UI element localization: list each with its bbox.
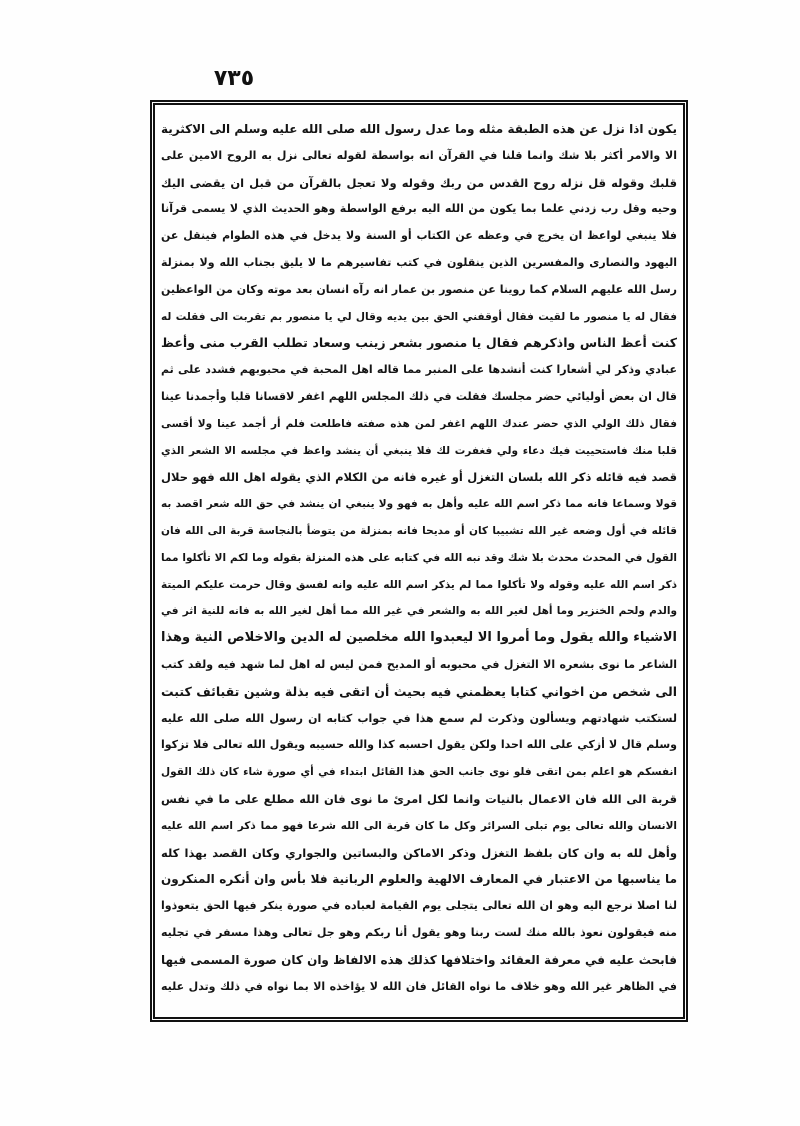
text-line: قلبك وقوله قل نزله روح القدس من ربك وقوله ولا تعجل بالقرآن من قبل ان يقضى اليك: [161, 175, 677, 190]
text-line: الاشياء والله يقول وما أمروا الا ليعبدوا الله مخلصين له الدين والاخلاص النية وهذا: [161, 630, 677, 646]
text-line: الى شخص من اخواني كتابا يعظمني فيه بحيث أن اتقى فيه بذلة وشين تقبائف كتبت: [161, 683, 677, 699]
text-line: اليهود والنصارى والمفسرين الذين ينقلون في كتب تفاسيرهم ما لا يليق بجناب الله ولا بمنزلة: [161, 255, 677, 269]
text-line: يكون اذا نزل عن هذه الطبقة مثله وما عدل رسول الله صلى الله عليه وسلم الى الاكثرية: [161, 122, 677, 136]
text-line: ذكر اسم الله عليه وقوله ولا تأكلوا مما لم يذكر اسم الله عليه وانه لفسق وقال حرمت عليكم الميتة: [161, 578, 677, 591]
text-line: فقال له يا منصور ما لقيت فقال أوقفني الحق بين يديه وقال لي يا منصور بم تقربت الى فقلت له: [161, 310, 677, 323]
page-number: ٧٣٥: [213, 66, 255, 91]
text-line: وأهل لله به وان كان بلفظ التغزل وذكر الاماكن والبساتين والجواري وكان القصد بهذا كله: [161, 845, 677, 860]
text-line: فلا ينبغي لواعظ ان يخرج في وعظه عن الكتاب أو السنة ولا يدخل في هذه الطوام فينقل عن: [161, 229, 677, 243]
text-line: قال ان بعض أوليائي حضر مجلسك فقلت في ذلك المجلس اللهم اغفر لاقسانا قلبا وأجمدنا عينا: [161, 389, 677, 403]
text-line: الا والامر أكثر بلا شك وانما قلنا في القرآن انه بواسطة لقوله تعالى نزل به الروح الامين على: [161, 148, 677, 162]
text-line: وحيه وقل رب زدني علما بما يكون من الله اليه برفع الواسطة وهو الحديث الذي لا يسمى قرآنا: [161, 202, 677, 216]
text-line: قربة الى الله فان الاعمال بالنيات وانما لكل امرئ ما نوى فان الله مطلع على ما في نفس: [161, 791, 677, 806]
text-line: قلبا منك فاستحييت فيك دعاء ولي فغفرت لك فلا ينبغي أن ينشد واعظ في مجلسه الا الشعر الذي: [161, 444, 677, 457]
text-line: ما يناسبها من الاعتبار في المعارف الالهية والعلوم الربانية فلا بأس وان أنكره المنكرون: [161, 872, 677, 887]
text-line: وسلم قال لا أزكي على الله احدا ولكن يقول احسبه كذا والله حسيبه ويقول الله تعالى فلا تزكوا: [161, 738, 677, 752]
text-line: قولا وسماعا فانه مما ذكر اسم الله عليه وأهل به فهو ولا ينبغي ان ينشد في حق الله شعر اقصد به: [161, 498, 677, 511]
text-line: والدم ولحم الخنزير وما أهل لغير الله به والشعر في غير الله مما أهل لغير الله به فانه للنية اثر في: [161, 605, 677, 618]
text-line: القول في المحدث محدث بلا شك وقد نبه الله في كتابه على هذه المنزلة بقوله وما لكم الا تأكلوا مما: [161, 551, 677, 564]
text-line: منه فيقولون نعوذ بالله منك لست ربنا وهو يقول أنا ربكم وهو جل تعالى وهذا مسفر في تجليه: [161, 925, 677, 939]
text-line: كنت أعظ الناس واذكرهم فقال يا منصور بشعر زينب وسعاد تطلب القرب منى وأعظ: [161, 335, 677, 351]
text-line: فقال ذلك الولي الذي حضر عندك اللهم اغفر لمن هذه صفته فاطلعت فلم أر أجمد عينا ولا أقسى: [161, 417, 677, 430]
text-line: الشاعر ما نوى بشعره الا التغزل في محبوبه أو المديح فمن ليس له اهل لما شهد فيه ولقد كتب: [161, 657, 677, 671]
text-line: قائله في أول وضعه غير الله تشبيبا كان أو مديحا فانه بمنزلة من يتوضأ بالنجاسة قربة الى الله فان: [161, 524, 677, 537]
text-line: الانسان والله تعالى يوم تبلى السرائر وكل ما كان قربة الى الله شرعا فهو مما ذكر اسم الله عليه: [161, 819, 677, 832]
text-line: لنا اصلا نرجع اليه وهو ان الله تعالى يتجلى يوم القيامة لعباده في صورة ينكر فيها الحق يتعوذوا: [161, 899, 677, 913]
text-line: لستكتب شهادتهم ويسألون وذكرت لم سمع هذا في جواب كتابه ان رسول الله صلى الله عليه: [161, 711, 677, 725]
text-line: انفسكم هو اعلم بمن اتقى فلو نوى جانب الحق هذا القائل ابتداء في أي صورة شاء كان ذلك القول: [161, 766, 677, 779]
text-line: عبادي وذكر لي أشعارا كنت أنشدها على المنبر مما قاله اهل المحبة في محبوبهم فشدد على ثم: [161, 363, 677, 377]
text-frame: [150, 100, 688, 1022]
text-line: رسل الله عليهم السلام كما روينا عن منصور بن عمار انه رآه انسان بعد موته وكان من الواعظين: [161, 282, 677, 296]
text-line: في الظاهر غير الله وهو خلاف ما نواه القائل فان الله لا يؤاخذه الا بما نواه في ذلك وتدل عليه: [161, 979, 677, 993]
text-line: قصد فيه قائله ذكر الله بلسان التغزل أو غيره فانه من الكلام الذي يقوله اهل الله فهو حلال: [161, 470, 677, 485]
text-line: فابحث عليه في معرفة العقائد واختلافها كذلك هذه الالفاظ وان كان صورة المسمى فيها: [161, 952, 677, 967]
